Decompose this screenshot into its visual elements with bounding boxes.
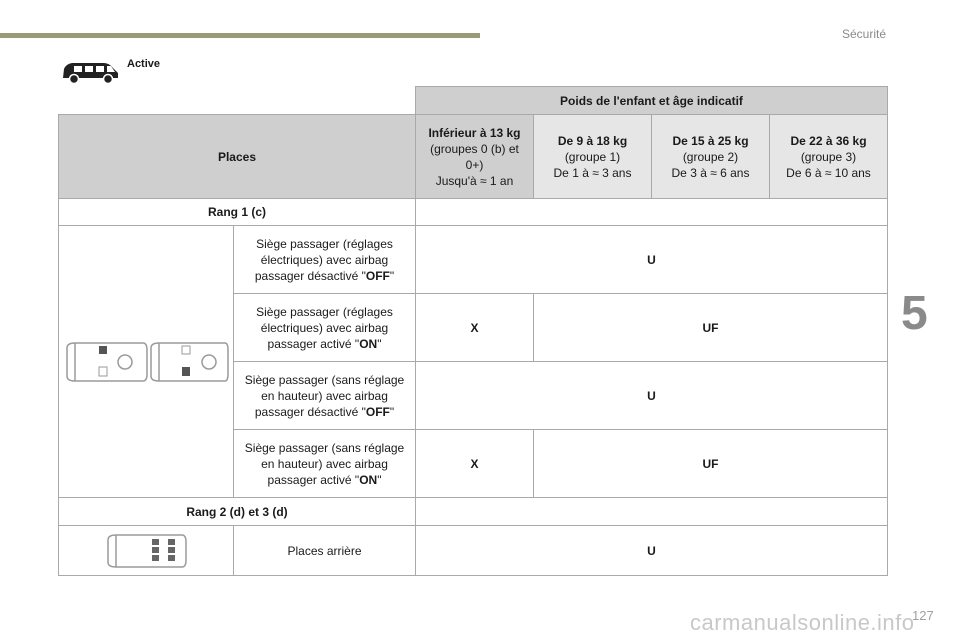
column-title: De 15 à 25 kg	[672, 133, 749, 148]
airbag-state: OFF	[365, 268, 390, 283]
van-icon	[60, 59, 120, 85]
rang23-section-row	[59, 498, 888, 526]
column-header-0	[416, 115, 534, 199]
rear-seats-diagram-icon	[104, 532, 188, 570]
child-seat-table	[58, 86, 888, 576]
airbag-state: ON	[359, 336, 378, 351]
table-row	[59, 226, 888, 294]
column-groups: (groupe 3)	[800, 149, 857, 164]
column-header-1	[534, 115, 652, 199]
column-header-row	[59, 115, 888, 199]
rang1-section-row	[59, 199, 888, 226]
header-rule	[0, 33, 480, 38]
column-header-2	[652, 115, 770, 199]
seat-description	[234, 362, 416, 430]
column-title: Inférieur à 13 kg	[428, 125, 521, 140]
seat-description: Places arrière	[234, 526, 416, 576]
column-age: De 3 à ≈ 6 ans	[671, 165, 750, 180]
compatibility-value: U	[416, 226, 888, 294]
front-seats-diagram-icon	[59, 226, 234, 498]
quote-mark: "	[377, 472, 382, 487]
seat-description-text: Siège passager (sans réglage en hauteur) avec airbag passager activé "	[244, 440, 405, 487]
quote-mark: "	[389, 404, 395, 419]
column-age: De 1 à ≈ 3 ans	[553, 165, 632, 180]
front-seats-diagram-icon	[63, 340, 229, 384]
seat-description	[234, 294, 416, 362]
group-header-row	[59, 87, 888, 115]
column-groups: (groupe 1)	[564, 149, 621, 164]
seat-description-text: Siège passager (réglages électriques) avec airbag passager désactivé "	[254, 236, 393, 283]
compatibility-value: U	[416, 362, 888, 430]
column-title: De 9 à 18 kg	[557, 133, 628, 148]
rang1-label: Rang 1 (c)	[59, 199, 416, 226]
compatibility-value: UF	[534, 430, 888, 498]
column-header-3	[770, 115, 888, 199]
quote-mark: "	[377, 336, 382, 351]
airbag-state: OFF	[365, 404, 390, 419]
chapter-number: 5	[901, 287, 928, 340]
quote-mark: "	[389, 268, 395, 283]
compatibility-value: UF	[534, 294, 888, 362]
column-age: De 6 à ≈ 10 ans	[786, 165, 871, 180]
blank-cell	[416, 498, 888, 526]
blank-cell	[59, 87, 416, 115]
rang23-label: Rang 2 (d) et 3 (d)	[59, 498, 416, 526]
column-title: De 22 à 36 kg	[790, 133, 867, 148]
seat-description-text: Siège passager (réglages électriques) avec airbag passager activé "	[256, 304, 393, 351]
compatibility-value: U	[416, 526, 888, 576]
seat-description	[234, 430, 416, 498]
column-age: Jusqu'à ≈ 1 an	[435, 173, 514, 188]
section-title: Sécurité	[841, 27, 886, 41]
compatibility-value: X	[416, 294, 534, 362]
places-header: Places	[59, 115, 416, 199]
page-number: 127	[912, 608, 934, 623]
airbag-state: ON	[359, 472, 378, 487]
column-groups: (groupe 2)	[682, 149, 739, 164]
seat-description-text: Siège passager (sans réglage en hauteur) avec airbag passager désactivé "	[244, 372, 405, 419]
watermark: carmanualsonline.info	[690, 610, 915, 635]
column-groups: (groupes 0 (b) et 0+)	[430, 141, 519, 172]
rear-seats-diagram-cell	[59, 526, 234, 576]
legend-active-label: Active	[127, 58, 161, 70]
table-row	[59, 526, 888, 576]
weight-age-header: Poids de l'enfant et âge indicatif	[416, 87, 888, 115]
seat-description	[234, 226, 416, 294]
blank-cell	[416, 199, 888, 226]
compatibility-value: X	[416, 430, 534, 498]
